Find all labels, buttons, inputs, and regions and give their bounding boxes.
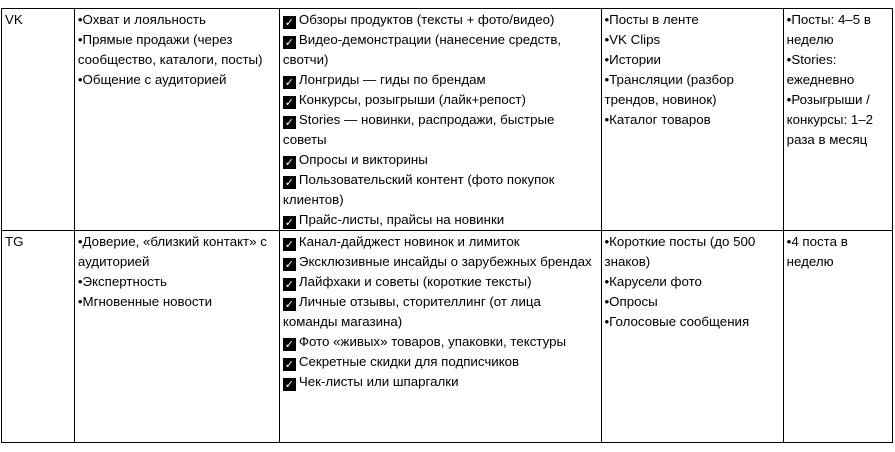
checklist-item: ✓ Обзоры продуктов (тексты + фото/видео) <box>284 12 555 29</box>
list-item: •VK Clips <box>604 32 661 47</box>
list-item: •Охват и лояльность <box>77 12 206 27</box>
platform-name: VK <box>5 12 23 27</box>
checked-checkbox-icon: ✓ <box>284 338 295 351</box>
list-item: •Экспертность <box>77 274 167 289</box>
list-item: •Доверие, «близкий контакт» с аудиторией <box>77 234 267 269</box>
platform-cell <box>2 231 75 443</box>
checked-checkbox-icon: ✓ <box>284 76 295 89</box>
checked-checkbox-icon: ✓ <box>284 96 295 109</box>
checked-checkbox-icon: ✓ <box>284 36 295 49</box>
table-row <box>2 231 893 443</box>
checked-checkbox-icon: ✓ <box>284 176 295 189</box>
checklist-item: ✓ Видео-демонстрации (нанесение средств, свотчи) <box>282 32 562 67</box>
list-item: •Прямые продажи (через сообщество, каталоги, посты) <box>77 32 263 67</box>
checked-checkbox-icon: ✓ <box>284 298 295 311</box>
list-item: •Посты в ленте <box>604 12 699 27</box>
platform-name: TG <box>5 234 24 249</box>
list-item: •Истории <box>604 52 661 67</box>
goals-cell <box>74 9 279 231</box>
checked-checkbox-icon: ✓ <box>284 358 295 371</box>
list-item: •Трансляции (разбор трендов, новинок) <box>604 72 734 107</box>
table-row <box>2 9 893 231</box>
list-item: •Опросы <box>604 294 658 309</box>
list-item: •Голосовые сообщения <box>604 314 750 329</box>
list-item: •Общение с аудиторией <box>77 72 227 87</box>
checked-checkbox-icon: ✓ <box>284 378 295 391</box>
platform-cell <box>2 9 75 231</box>
checklist-item: ✓ Конкурсы, розыгрыши (лайк+репост) <box>284 92 526 109</box>
checked-checkbox-icon: ✓ <box>284 278 295 291</box>
checked-checkbox-icon: ✓ <box>284 116 295 129</box>
list-item: •Мгновенные новости <box>77 294 213 309</box>
checklist-item: ✓ Прайс-листы, прайсы на новинки <box>284 212 505 229</box>
formats-cell <box>601 9 783 231</box>
checklist-item: ✓ Лайфхаки и советы (короткие тексты) <box>284 274 532 291</box>
list-item: •Посты: 4–5 в неделю <box>786 12 871 47</box>
checklist-item: ✓ Личные отзывы, сторителлинг (от лица команды магазина) <box>282 294 541 329</box>
goals-cell <box>74 231 279 443</box>
list-item: •Карусели фото <box>604 274 702 289</box>
list-item: •Каталог товаров <box>604 112 711 127</box>
checked-checkbox-icon: ✓ <box>284 16 295 29</box>
frequency-cell <box>783 9 892 231</box>
checklist-item: ✓ Чек-листы или шпаргалки <box>284 374 459 391</box>
checklist-item: ✓ Секретные скидки для подписчиков <box>284 354 520 371</box>
list-item: •Короткие посты (до 500 знаков) <box>604 234 756 269</box>
content-plan-table <box>1 8 893 443</box>
checklist-item: ✓ Опросы и викторины <box>284 152 428 169</box>
list-item: •Розыгрыши / конкурсы: 1–2 раза в месяц <box>786 92 874 147</box>
checklist-item: ✓ Лонгриды — гиды по брендам <box>284 72 486 89</box>
formats-cell <box>601 231 783 443</box>
checked-checkbox-icon: ✓ <box>284 258 295 271</box>
content-cell <box>279 231 601 443</box>
content-cell <box>279 9 601 231</box>
list-item: •Stories: ежедневно <box>786 52 855 87</box>
checklist-item: ✓ Эксклюзивные инсайды о зарубежных брендах <box>284 254 592 271</box>
checklist-item: ✓ Stories — новинки, распродажи, быстрые советы <box>282 112 555 147</box>
checklist-item: ✓ Фото «живых» товаров, упаковки, текстуры <box>284 334 567 351</box>
checklist-item: ✓ Пользовательский контент (фото покупок клиентов) <box>282 172 555 207</box>
checked-checkbox-icon: ✓ <box>284 156 295 169</box>
frequency-cell <box>783 231 892 443</box>
checklist-item: ✓ Канал-дайджест новинок и лимиток <box>284 234 520 251</box>
checked-checkbox-icon: ✓ <box>284 238 295 251</box>
checked-checkbox-icon: ✓ <box>284 216 295 229</box>
list-item: •4 поста в неделю <box>786 234 848 269</box>
